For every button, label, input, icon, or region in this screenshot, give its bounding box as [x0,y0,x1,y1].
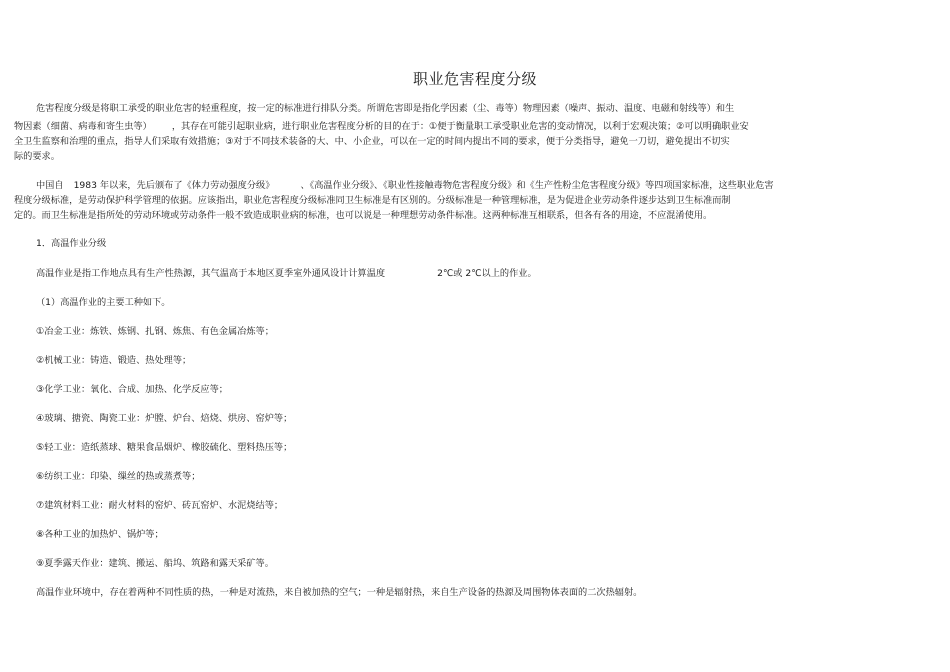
para2-line1-part3: 、《高温作业分级》、《职业性接触毒物危害程度分级》和《生产性粉尘危害程度分级》等四项国家标准，这些职业危害 [300,180,774,191]
para2-line1 [36,180,774,192]
list-item: ③化学工业：氧化、合成、加热、化学反应等； [36,384,228,395]
para2-line1-part2: 1983 年以来，先后颁布了《体力劳动强度分级》 [73,180,275,191]
page-title: 职业危害程度分级 [412,70,537,88]
list-item: ⑥纺织工业：印染、缫丝的热或蒸煮等； [36,471,201,482]
para3-part1: 高温作业是指工作地点具有生产性热源，其气温高于本地区夏季室外通风设计计算温度 [36,268,386,279]
para1-line3: 全卫生监察和治理的重点，指导人们采取有效措施；③对于不同技术装备的大、中、小企业，可以在一定的时间内提出不同的要求，便于分类指导，避免一刀切，避免提出不切实 [14,136,730,147]
para1-line2-part2: ，其存在可能引起职业病，进行职业危害程度分析的目的在于：①便于衡量职工承受职业危害的变动情况，以利于宏观决策；②可以明确职业安 [171,121,749,132]
list-item: ⑧各种工业的加热炉、锅炉等； [36,529,164,540]
list-item: ④玻璃、搪瓷、陶瓷工业：炉膛、炉台、焙烧、烘房、窑炉等； [36,413,293,424]
para1-line2-part1: 物因素（细菌、病毒和寄生虫等） [14,121,152,132]
para2-line3: 定的。而卫生标准是指所处的劳动环境或劳动条件一般不致造成职业病的标准，也可以说是一种理想劳动条件标准。这两种标准互相联系，但各有各的用途，不应混淆使用。 [14,210,713,221]
list-item: ①冶金工业：炼铁、炼钢、扎钢、炼焦、有色金属冶炼等； [36,326,274,337]
para2-line1-part1: 中国自 [36,180,64,191]
list-item: ⑤轻工业：造纸蒸球、糖果食品烟炉、橡胶硫化、塑料热压等； [36,442,293,453]
list-item: ⑦建筑材料工业：耐火材料的窑炉、砖瓦窑炉、水泥烧结等； [36,500,284,511]
list-item: ②机械工业：铸造、锻造、热处理等； [36,355,192,366]
para1-line4: 际的要求。 [14,151,60,162]
para4: 高温作业环境中，存在着两种不同性质的热，一种是对流热，来自被加热的空气；一种是辐射热，来自生产设备的热源及周围物体表面的二次热辐射。 [36,587,643,598]
subheading-main-jobs: （1）高温作业的主要工种如下。 [36,297,171,308]
section-heading-high-temperature: 1．高温作业分级 [36,238,107,249]
para1-line2 [14,121,749,133]
list-item: ⑨夏季露天作业：建筑、搬运、船坞、筑路和露天采矿等。 [36,558,274,569]
para3 [36,268,537,280]
para3-part2: 2℃或 2℃以上的作业。 [437,268,537,279]
para1-line1: 危害程度分级是将职工承受的职业危害的轻重程度，按一定的标准进行排队分类。所谓危害即是指化学因素（尘、毒等）物理因素（噪声、振动、温度、电磁和射线等）和生 [36,103,735,114]
para2-line2: 程度分级标准，是劳动保护科学管理的依据。应该指出，职业危害程度分级标准同卫生标准是有区别的。分级标准是一种管理标准，是为促进企业劳动条件逐步达到卫生标准而制 [14,195,731,206]
